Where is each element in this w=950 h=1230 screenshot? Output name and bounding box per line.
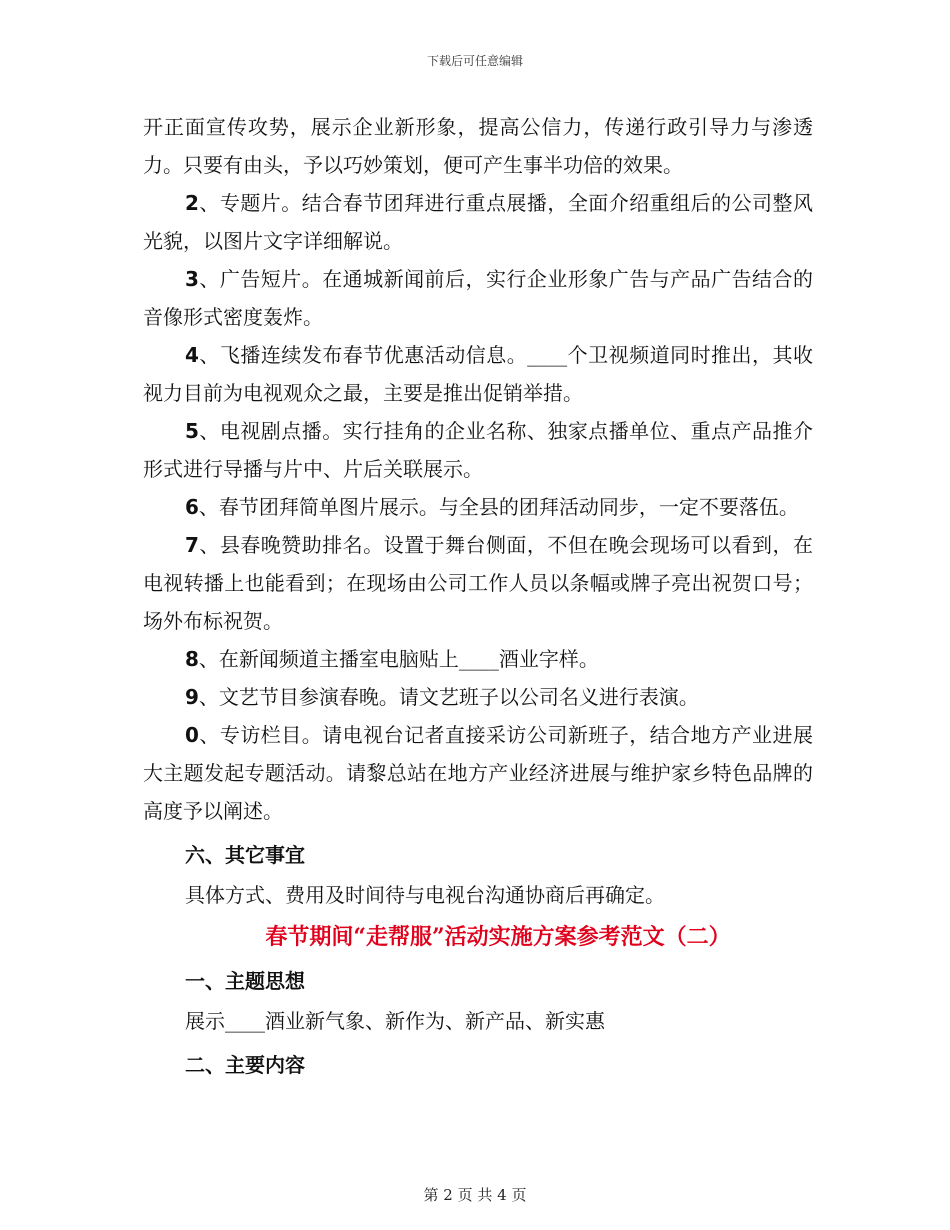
- list-item: [143, 488, 813, 526]
- item-text: 、专题片。结合春节团拜进行重点展播，全面介绍重组后的公司整风光貌，以图片文字详细解说。: [143, 191, 813, 253]
- intro-paragraph: 开正面宣传攻势，展示企业新形象，提高公信力，传递行政引导力与渗透力。只要有由头，予以巧妙策划，便可产生事半功倍的效果。: [143, 115, 813, 177]
- section-body: 具体方式、费用及时间待与电视台沟通协商后再确定。: [185, 883, 665, 907]
- item-number: 6: [185, 495, 199, 519]
- page-footer: 第 2 页 共 4 页: [423, 1186, 527, 1204]
- section-heading: 二、主要内容: [185, 1053, 305, 1077]
- item-number: 5: [185, 419, 199, 443]
- document-title: 春节期间“走帮服”活动实施方案参考范文（二）: [265, 924, 731, 950]
- item-text: 、专访栏目。请电视台记者直接采访公司新班子，结合地方产业进展大主题发起专题活动。请黎总站在地方产业经济进展与维护家乡特色品牌的高度予以阐述。: [143, 723, 813, 823]
- item-text: 、文艺节目参演春晚。请文艺班子以公司名义进行表演。: [198, 685, 699, 709]
- item-number: 9: [185, 685, 199, 709]
- item-text: 、电视剧点播。实行挂角的企业名称、独家点播单位、重点产品推介形式进行导播与片中、片后关联展示。: [143, 419, 813, 481]
- section-heading: 六、其它事宜: [185, 843, 305, 867]
- list-item: [143, 640, 813, 678]
- item-text: 、春节团拜简单图片展示。与全县的团拜活动同步，一定不要落伍。: [198, 495, 799, 519]
- list-item: [143, 678, 813, 716]
- item-number: 7: [185, 533, 199, 557]
- item-text: 、飞播连续发布春节优惠活动信息。____个卫视频道同时推出，其收视力目前为电视观众之最，主要是推出促销举措。: [143, 343, 813, 405]
- list-item: [143, 336, 813, 412]
- page-header: 下载后可任意编辑: [426, 54, 523, 68]
- item-text: 、广告短片。在通城新闻前后，实行企业形象广告与产品广告结合的音像形式密度轰炸。: [143, 267, 813, 329]
- item-text: 、在新闻频道主播室电脑贴上____酒业字样。: [198, 647, 599, 671]
- item-number: 2: [185, 191, 199, 215]
- list-item: [143, 412, 813, 488]
- item-number: 8: [185, 647, 199, 671]
- section-body: 展示____酒业新气象、新作为、新产品、新实惠: [185, 1009, 605, 1033]
- list-item: [143, 716, 813, 830]
- document-body: [143, 108, 813, 1086]
- item-number: 3: [185, 267, 199, 291]
- item-text: 、县春晚赞助排名。设置于舞台侧面，不但在晚会现场可以看到，在电视转播上也能看到；在现场由公司工作人员以条幅或牌子亮出祝贺口号；场外布标祝贺。: [143, 533, 813, 633]
- item-number: 0: [185, 723, 199, 747]
- section-heading: 一、主题思想: [185, 969, 305, 993]
- list-item: [143, 184, 813, 260]
- list-item: [143, 260, 813, 336]
- list-item: [143, 526, 813, 640]
- item-number: 4: [185, 343, 199, 367]
